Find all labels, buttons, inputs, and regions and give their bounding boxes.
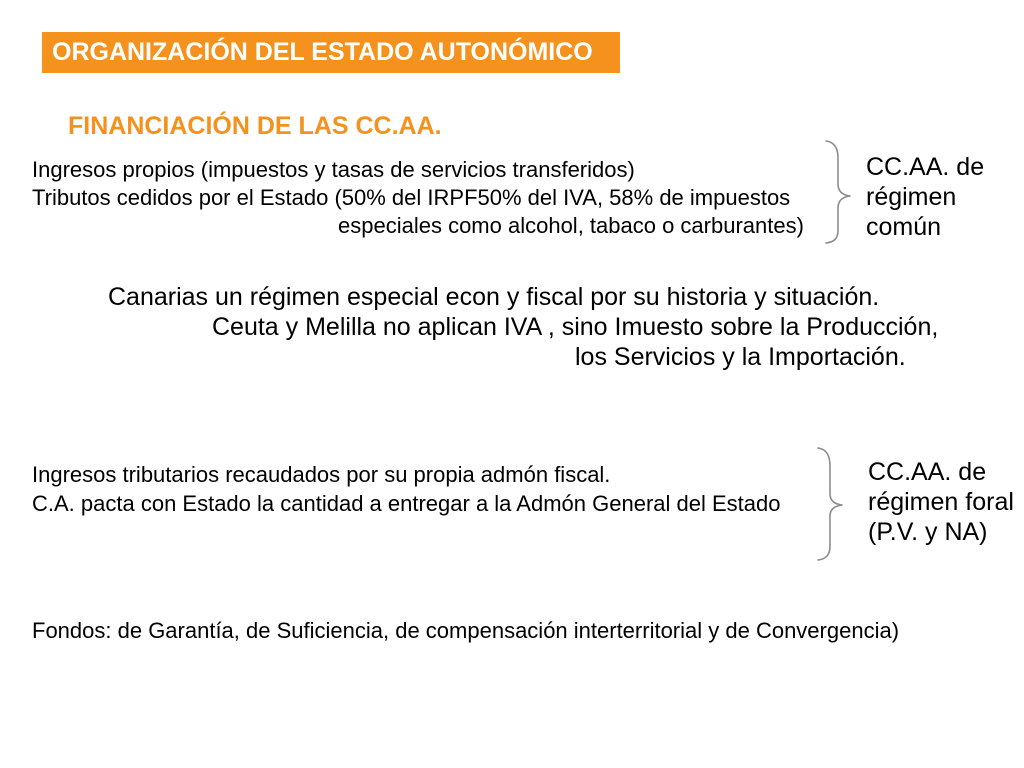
especial-line-2: Ceuta y Melilla no aplican IVA , sino Imuesto sobre la Producción, <box>212 313 939 341</box>
title-banner <box>42 32 620 73</box>
regimen-foral-label <box>868 457 1014 547</box>
comun-line-1: Ingresos propios (impuestos y tasas de servicios transferidos) <box>32 157 635 182</box>
regimen-comun-label-line: común <box>866 213 942 241</box>
regimen-foral-label-line: CC.AA. de <box>868 458 987 486</box>
banner-title: ORGANIZACIÓN DEL ESTADO AUTONÓMICO <box>52 38 593 66</box>
regimen-foral-label-line: (P.V. y NA) <box>868 518 988 546</box>
brace-regimen-comun-icon <box>826 141 850 243</box>
regimen-comun-label-line: régimen <box>866 183 957 211</box>
foral-line-1: Ingresos tributarios recaudados por su propia admón fiscal. <box>32 462 611 487</box>
regimen-comun-label-line: CC.AA. de <box>866 153 985 181</box>
especial-line-3: los Servicios y la Importación. <box>575 343 906 371</box>
comun-line-3: especiales como alcohol, tabaco o carburantes) <box>338 213 804 238</box>
foral-line-2: C.A. pacta con Estado la cantidad a entregar a la Admón General del Estado <box>32 491 781 516</box>
section-subtitle: FINANCIACIÓN DE LAS CC.AA. <box>68 112 442 140</box>
regimen-foral-label-line: régimen foral <box>868 488 1014 516</box>
comun-line-2: Tributos cedidos por el Estado (50% del IRPF50% del IVA, 58% de impuestos <box>32 185 791 210</box>
especial-line-1: Canarias un régimen especial econ y fiscal por su historia y situación. <box>108 283 880 311</box>
regimen-comun-label <box>866 152 984 242</box>
fondos-line: Fondos: de Garantía, de Suficiencia, de compensación interterritorial y de Convergencia) <box>32 618 900 643</box>
brace-regimen-foral-icon <box>818 448 842 560</box>
